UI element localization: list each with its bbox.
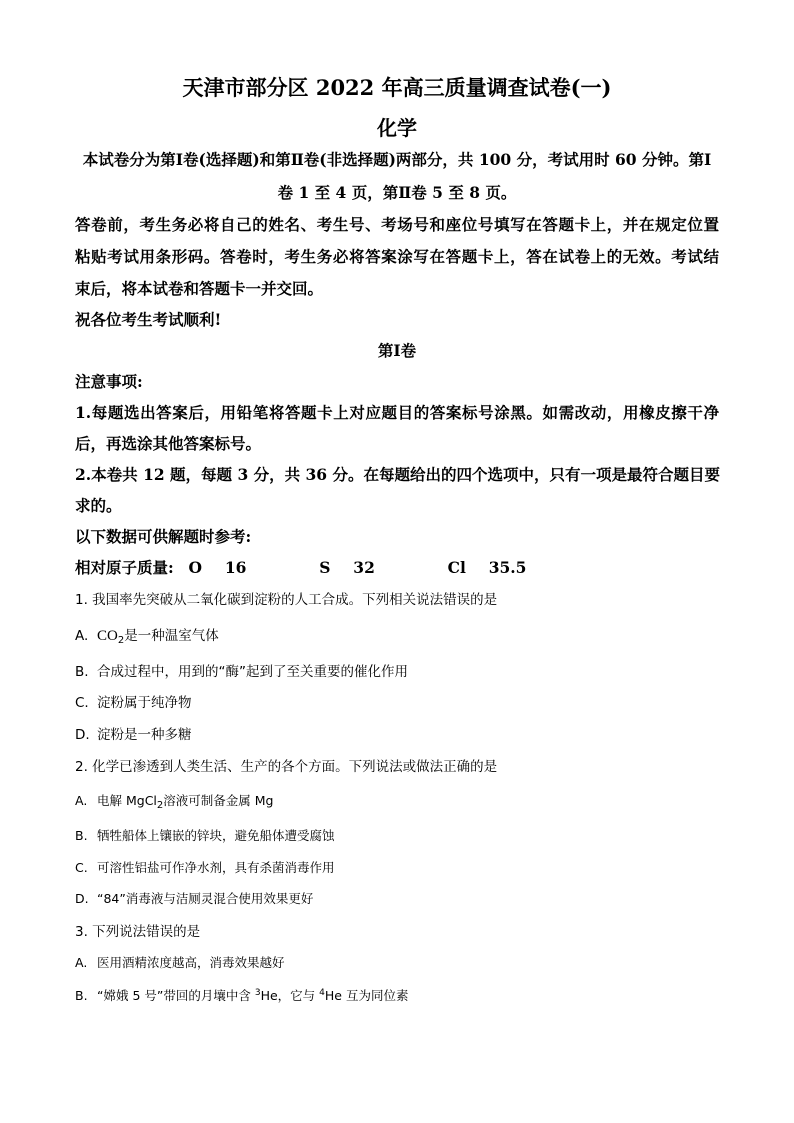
question-1-stem: 1. 我国率先突破从二氧化碳到淀粉的人工合成。下列相关说法错误的是 (75, 592, 498, 608)
option-text: 医用酒精浓度越高，消毒效果越好 (97, 955, 285, 970)
option-text: 牺牲船体上镶嵌的锌块，避免船体遭受腐蚀 (97, 828, 335, 843)
option-text: 溶液可制备金属 Mg (163, 793, 274, 808)
option-letter: D. (75, 727, 90, 743)
notice-heading: 注意事项: (75, 372, 143, 391)
section-title: 第Ⅰ卷 (377, 341, 417, 360)
option-text: 合成过程中，用到的“酶”起到了至关重要的催化作用 (97, 664, 408, 680)
question-2-stem: 2. 化学已渗透到人类生活、生产的各个方面。下列说法或做法正确的是 (75, 759, 498, 775)
question-2-option-a (75, 791, 719, 811)
formula: 电解 MgCl (97, 793, 157, 808)
question-3-option-a (75, 953, 719, 971)
mass-number-superscript: 3 (254, 988, 261, 998)
question-3-option-b (75, 986, 719, 1004)
subject-title: 化学 (377, 116, 417, 140)
option-letter: D. (75, 891, 89, 906)
option-text: He 互为同位素 (324, 988, 409, 1003)
option-letter: B. (75, 988, 88, 1003)
mass-value: 35.5 (488, 558, 527, 577)
option-text: 淀粉是一种多糖 (97, 727, 192, 743)
reference-heading: 以下数据可供解题时参考: (75, 527, 252, 546)
atomic-mass-row (75, 556, 719, 578)
intro-line-6: 祝各位考生考试顺利! (75, 310, 222, 329)
mass-element: Cl (447, 558, 466, 577)
question-1-option-b (75, 660, 719, 680)
intro-line-2: 卷 1 至 4 页，第Ⅱ卷 5 至 8 页。 (277, 183, 517, 202)
question-2-option-b (75, 826, 719, 844)
option-letter: C. (75, 860, 88, 875)
intro-line-3: 答卷前，考生务必将自己的姓名、考生号、考场号和座位号填写在答题卡上，并在规定位置 (75, 215, 719, 234)
formula-subscript: 2 (156, 800, 164, 811)
question-2-option-c (75, 858, 719, 876)
option-letter: C. (75, 695, 89, 711)
notice-1-line-2: 后，再选涂其他答案标号。 (75, 434, 262, 453)
question-1-option-c (75, 691, 719, 711)
intro-line-4: 粘贴考试用条形码。答卷时，考生务必将答案涂写在答题卡上，答在试卷上的无效。考试结 (75, 247, 719, 266)
notice-1-line-1: 1.每题选出答案后，用铅笔将答题卡上对应题目的答案标号涂黑。如需改动，用橡皮擦干净 (75, 403, 719, 422)
option-letter: B. (75, 664, 89, 680)
atomic-mass-label: 相对原子质量: (75, 558, 174, 577)
mass-element: S (319, 558, 331, 577)
mass-value: 16 (224, 558, 247, 577)
option-text: 可溶性铝盐可作净水剂，具有杀菌消毒作用 (97, 860, 335, 875)
option-letter: A. (75, 793, 88, 808)
question-2-option-d (75, 889, 719, 907)
exam-title: 天津市部分区 2022 年高三质量调查试卷(一) (182, 75, 612, 100)
intro-line-5: 束后，将本试卷和答题卡一并交回。 (75, 279, 324, 298)
question-1-option-d (75, 723, 719, 743)
formula-subscript: 2 (117, 635, 125, 646)
notice-2-line-2: 求的。 (75, 496, 122, 515)
option-text: “嫦娥 5 号”带回的月壤中含 (97, 988, 255, 1003)
intro-line-1: 本试卷分为第Ⅰ卷(选择题)和第Ⅱ卷(非选择题)两部分，共 100 分，考试用时 60 分钟。第Ⅰ (82, 150, 712, 169)
option-text: 淀粉属于纯净物 (97, 695, 192, 711)
option-text: He，它与 (260, 988, 320, 1003)
option-letter: A. (75, 628, 89, 644)
notice-2-line-1: 2.本卷共 12 题，每题 3 分，共 36 分。在每题给出的四个选项中，只有一项是最符合题目要 (75, 465, 720, 484)
option-letter: B. (75, 828, 88, 843)
question-3-stem: 3. 下列说法错误的是 (75, 924, 201, 940)
mass-element: O (188, 558, 203, 577)
formula: CO (97, 628, 118, 644)
option-text: “84”消毒液与洁厕灵混合使用效果更好 (97, 891, 314, 906)
mass-number-superscript: 4 (319, 988, 325, 998)
option-text: 是一种温室气体 (124, 628, 219, 644)
question-1-option-a (75, 624, 719, 646)
option-letter: A. (75, 955, 88, 970)
mass-value: 32 (353, 558, 375, 577)
